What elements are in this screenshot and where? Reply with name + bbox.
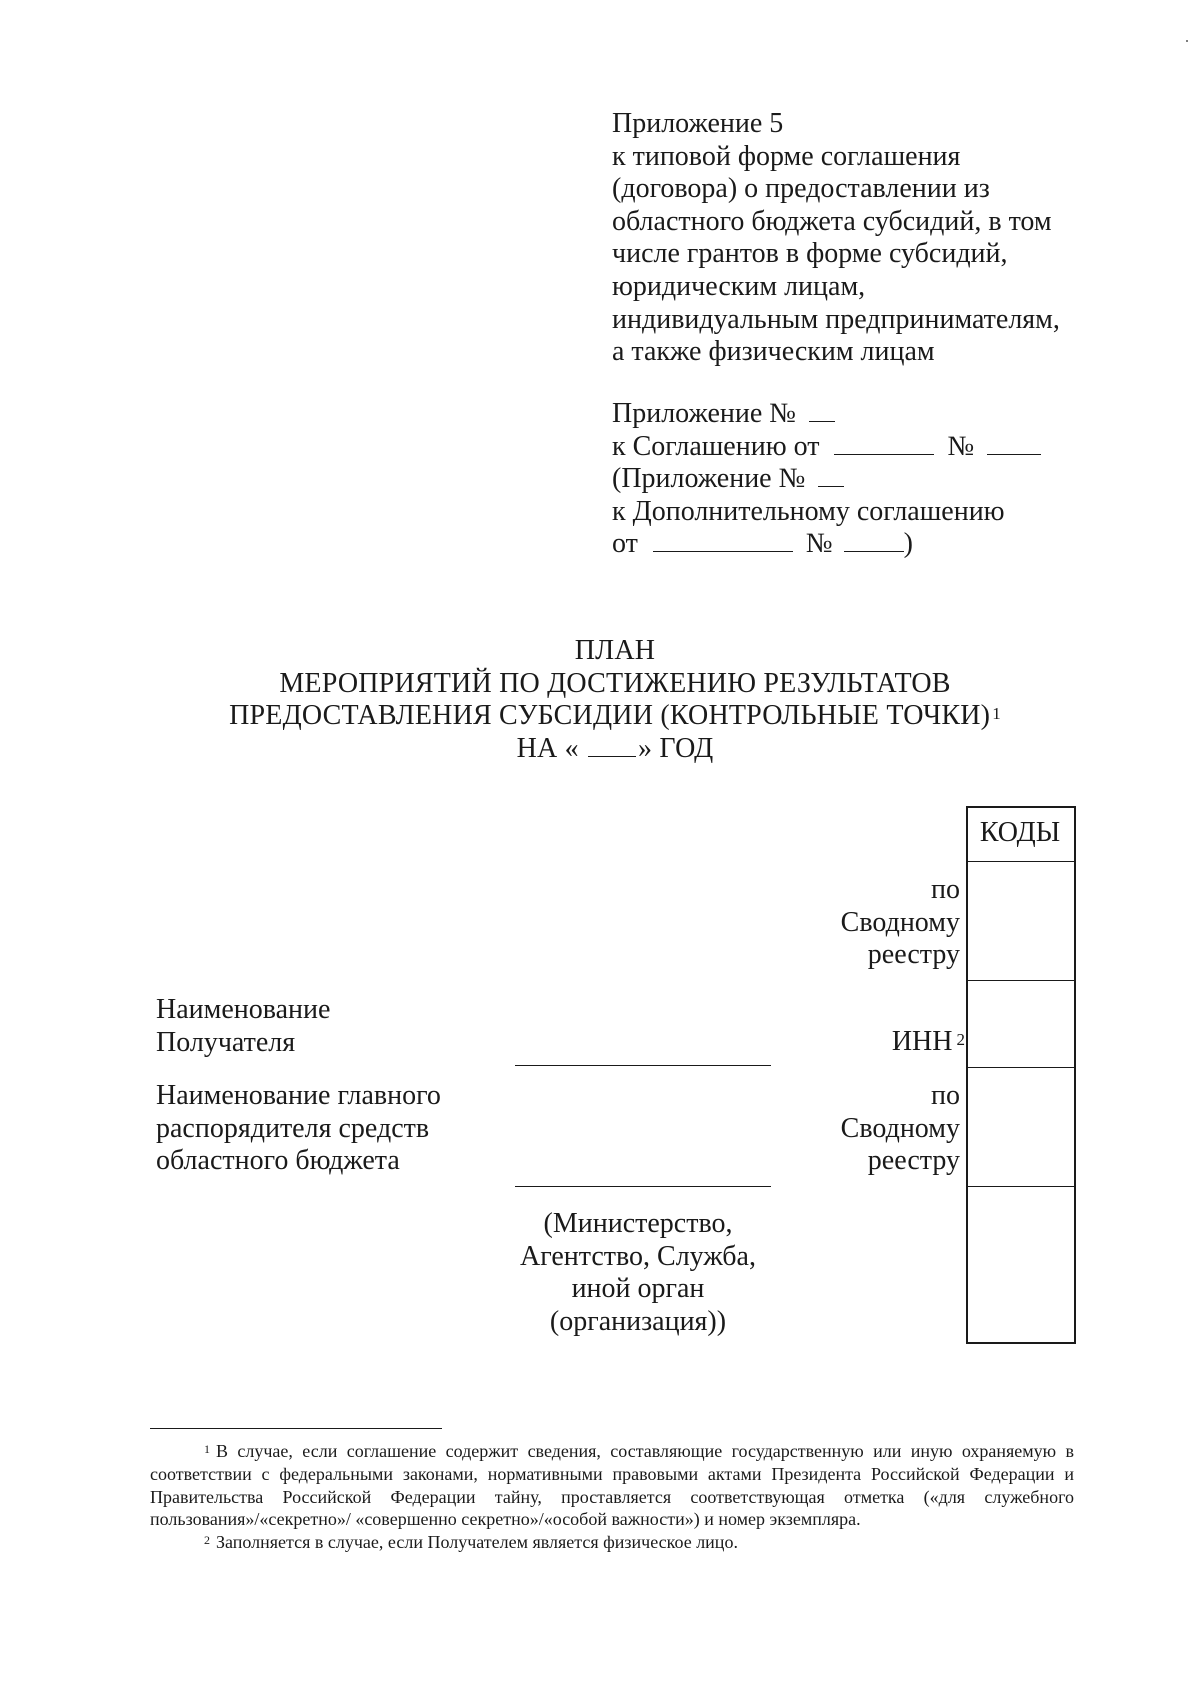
document-title xyxy=(150,635,1080,765)
appendix-header-line: областного бюджета субсидий, в том xyxy=(612,205,1052,237)
inn-label xyxy=(760,1026,965,1059)
caption-line: иной орган xyxy=(571,1273,705,1305)
codes-header: КОДЫ xyxy=(979,817,1061,848)
registry-label-line: Сводному xyxy=(840,906,960,938)
footnotes xyxy=(150,1440,1074,1554)
footnote-mark: 1 xyxy=(204,1442,210,1456)
agreement-date-blank[interactable] xyxy=(834,432,934,455)
agreement-date-label: к Соглашению от xyxy=(612,430,820,462)
year-blank[interactable] xyxy=(588,736,636,757)
codes-divider xyxy=(966,861,1076,862)
registry-label-line: по xyxy=(931,874,960,905)
supplement-number-blank[interactable] xyxy=(844,529,904,552)
appendix-header-line: индивидуальным предпринимателям, xyxy=(612,303,1060,335)
footnote-1 xyxy=(150,1440,1074,1531)
registry-label-line: Сводному xyxy=(840,1112,960,1144)
appendix-header-line: к типовой форме соглашения xyxy=(612,140,961,172)
title-line: ПРЕДОСТАВЛЕНИЯ СУБСИДИИ (КОНТРОЛЬНЫЕ ТОЧКИ) xyxy=(229,700,991,731)
supplement-agreement-label: к Дополнительному соглашению xyxy=(612,495,1005,527)
supplement-date-blank[interactable] xyxy=(653,529,793,552)
appendix-number-label: Приложение № xyxy=(612,398,796,429)
caption-line: Агентство, Служба, xyxy=(520,1240,756,1272)
distributor-name-field[interactable] xyxy=(515,1186,771,1187)
distributor-label-line: областного бюджета xyxy=(156,1145,400,1177)
recipient-label xyxy=(156,994,330,1059)
supplement-date-label: от xyxy=(612,528,638,560)
supplement-appendix-label: (Приложение № xyxy=(612,463,806,495)
appendix-header-line: (договора) о предоставлении из xyxy=(612,173,990,205)
registry-code-cell[interactable] xyxy=(968,864,1072,978)
appendix-header-line: Приложение 5 xyxy=(612,108,784,139)
footnote-2 xyxy=(150,1531,1074,1554)
codes-divider xyxy=(966,1067,1076,1068)
appendix-header-line: а также физическим лицам xyxy=(612,336,935,368)
registry-label-line: реестру xyxy=(867,939,960,971)
distributor-caption xyxy=(508,1208,768,1338)
recipient-name-field[interactable] xyxy=(515,1065,771,1066)
registry-label-line: по xyxy=(931,1080,960,1111)
distributor-label-line: распорядителя средств xyxy=(156,1112,430,1144)
recipient-label-line: Получателя xyxy=(156,1026,296,1058)
scan-speck xyxy=(1186,40,1188,42)
footnote-ref-2: 2 xyxy=(956,1030,965,1049)
title-line: ПЛАН xyxy=(574,635,656,666)
distributor-registry-label xyxy=(760,1080,960,1178)
footnote-mark: 2 xyxy=(204,1533,210,1548)
codes-divider xyxy=(966,1186,1076,1187)
registry-label xyxy=(760,874,960,972)
codes-divider xyxy=(966,980,1076,981)
agreement-number-label: № xyxy=(947,430,975,462)
closing-paren: ) xyxy=(903,528,913,560)
title-line: МЕРОПРИЯТИЙ ПО ДОСТИЖЕНИЮ РЕЗУЛЬТАТОВ xyxy=(279,667,951,699)
supplement-number-label: № xyxy=(805,528,833,560)
appendix-header-line: юридическим лицам, xyxy=(612,270,866,302)
distributor-label-line: Наименование главного xyxy=(156,1080,441,1111)
distributor-label xyxy=(156,1080,441,1178)
year-suffix: » ГОД xyxy=(638,732,714,764)
footnote-separator xyxy=(150,1428,442,1429)
footnote-text: Заполняется в случае, если Получателем является физическое лицо. xyxy=(216,1532,738,1553)
caption-line: (организация)) xyxy=(549,1305,727,1337)
distributor-registry-code-cell[interactable] xyxy=(968,1070,1072,1184)
footnote-ref-1: 1 xyxy=(992,704,1001,723)
inn-label-text: ИНН xyxy=(891,1026,953,1057)
appendix-header xyxy=(612,108,1060,369)
caption-line: (Министерство, xyxy=(543,1208,733,1239)
footnote-text: В случае, если соглашение содержит сведения, составляющие государственную или иную охраняемую в соответствии с федеральными законами, нормативными правовыми актами Президента Российской Федерации и Правительства Российской Федерации тайну, проставляется соответствующая отметка («для служебного пользования»/«секретно»/ «совершенно секретно»/«особой важности») и номер экземпляра. xyxy=(150,1441,1074,1530)
appendix-header-line: числе грантов в форме субсидий, xyxy=(612,238,1008,270)
appendix-number-blank[interactable] xyxy=(809,399,835,422)
registry-label-line: реестру xyxy=(867,1145,960,1177)
year-prefix: НА « xyxy=(516,732,579,764)
agreement-number-blank[interactable] xyxy=(987,432,1041,455)
inn-code-cell[interactable] xyxy=(968,983,1072,1065)
supplement-appendix-blank[interactable] xyxy=(818,464,844,487)
recipient-label-line: Наименование xyxy=(156,994,331,1025)
agreement-reference xyxy=(612,398,1041,561)
